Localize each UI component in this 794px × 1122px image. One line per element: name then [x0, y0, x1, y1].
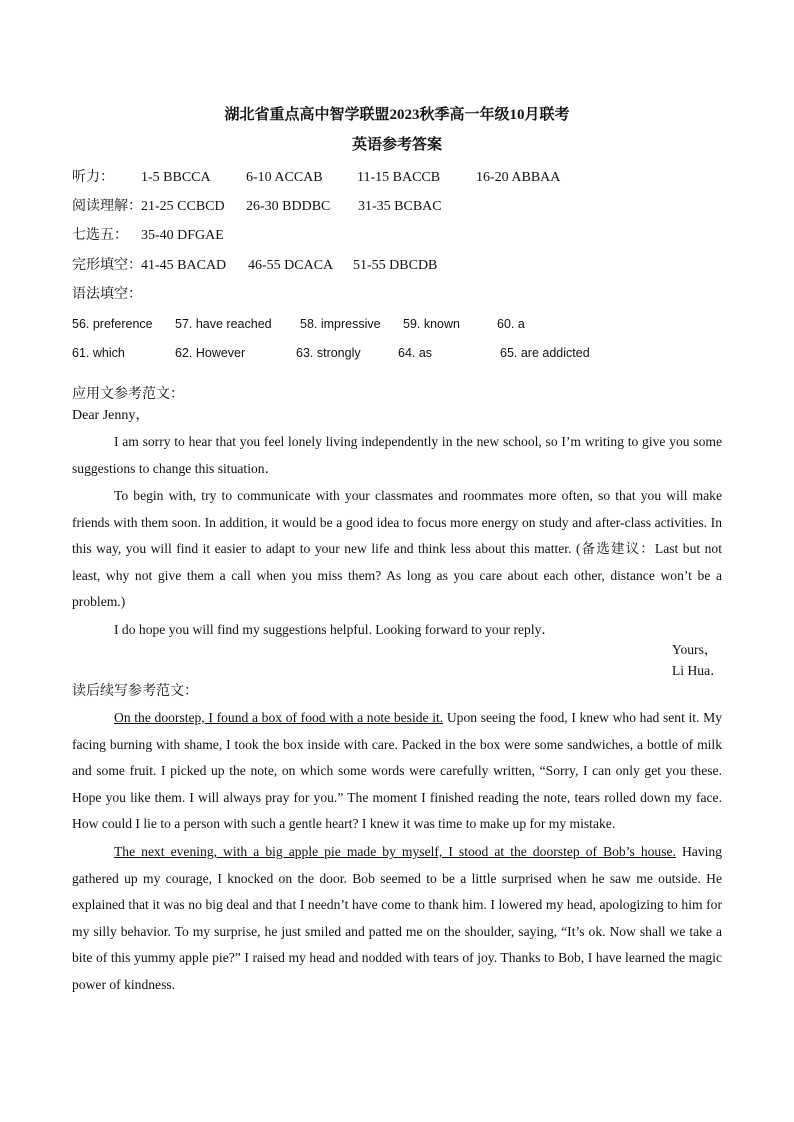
cloze-answers-row	[72, 256, 732, 276]
answer-group: 21-25 CCBCD	[141, 199, 225, 214]
answer-group: 1-5 BBCCA	[141, 170, 211, 185]
paragraph-body: Having gathered up my courage, I knocked on the door. Bob seemed to be a little surprised when he saw me outside. He explained that it was no big deal and that I needn’t have come to thank him. I lowered my head, apologizing to him for my silly behavior. To my surprise, he just smiled and patted me on the shoulder, saying, “It’s ok. Now shall we take a bite of this yummy apple pie?” I raised my head and nodded with tears of joy. Thanks to Bob, I have learned the magic power of kindness.	[72, 844, 722, 992]
grammar-answers-row-1	[72, 314, 732, 334]
grammar-answer: 61. which	[72, 346, 125, 360]
grammar-answer: 65. are addicted	[500, 346, 590, 360]
grammar-answer: 58. impressive	[300, 317, 381, 331]
answer-group: 51-55 DBCDB	[353, 258, 438, 273]
answer-group: 16-20 ABBAA	[476, 170, 561, 185]
letter-paragraph-1: I am sorry to hear that you feel lonely living independently in the new school, so I’m writing to give you some suggestions to change this situation．	[72, 434, 722, 476]
paragraph-opening-sentence: On the doorstep, I found a box of food with a note beside it.	[114, 710, 444, 725]
grammar-answer: 60. a	[497, 317, 525, 331]
letter-closing: Yours，	[672, 642, 718, 657]
seven-five-answers-row	[72, 226, 732, 246]
answer-group: 31-35 BCBAC	[358, 199, 442, 214]
grammar-answer: 63. strongly	[296, 346, 361, 360]
paragraph-opening-sentence: The next evening, with a big apple pie made by myself, I stood at the doorstep of Bob’s house.	[114, 844, 676, 859]
paragraph-body: Upon seeing the food, I knew who had sent it. My facing burning with shame, I took the box inside with care. Packed in the box were some sandwiches, a bottle of milk and some fruit. I picked up the note, on which some words were carefully written, “Sorry, I can only get you these. Hope you like them. I will always pray for you.” The moment I finished reading the note, tears rolled down my face. How could I lie to a person with such a gentle heart? I knew it was time to make up for my mistake.	[72, 710, 722, 832]
listening-answers-row	[72, 168, 732, 188]
continuation-paragraph-1	[72, 705, 722, 838]
page-subtitle: 英语参考答案	[351, 137, 442, 153]
grammar-label: 语法填空：	[72, 287, 142, 302]
letter-salutation: Dear Jenny，	[72, 408, 150, 423]
grammar-answer: 56. preference	[72, 317, 153, 331]
reading-answers-row	[72, 197, 732, 217]
grammar-answer: 64. as	[398, 346, 433, 360]
seven-five-label: 七选五：	[72, 228, 128, 243]
grammar-answer: 62. However	[175, 346, 246, 360]
answer-group: 11-15 BACCB	[357, 170, 441, 185]
answer-group: 26-30 BDDBC	[246, 199, 331, 214]
listening-label: 听力：	[72, 170, 114, 185]
cloze-label: 完形填空：	[72, 258, 142, 273]
letter-signature: Li Hua．	[672, 663, 724, 678]
answer-group: 6-10 ACCAB	[246, 170, 323, 185]
grammar-answer: 59. known	[403, 317, 460, 331]
answer-group: 46-55 DCACA	[248, 258, 334, 273]
grammar-answer: 57. have reached	[175, 317, 272, 331]
page-title: 湖北省重点高中智学联盟2023秋季高一年级10月联考	[224, 107, 570, 123]
reading-label: 阅读理解：	[72, 199, 142, 214]
continuation-label: 读后续写参考范文：	[72, 684, 198, 699]
continuation-paragraph-2	[72, 839, 722, 999]
answer-group: 35-40 DFGAE	[141, 228, 224, 243]
answer-group: 41-45 BACAD	[141, 258, 227, 273]
letter-label: 应用文参考范文：	[72, 387, 184, 402]
grammar-answers-row-2	[72, 343, 732, 363]
letter-paragraph-2: To begin with, try to communicate with your classmates and roommates more often, so that you will make friends with them soon. In addition, it would be a good idea to focus more energy on study and after-class activities. In this way, you will find it easier to adapt to your new life and think less about this matter. (备选建议：Last but not least, why not give them a call when you miss them? As long as you care about each other, distance won’t be a problem.)	[72, 488, 722, 610]
letter-paragraph-3: I do hope you will find my suggestions helpful. Looking forward to your reply．	[114, 622, 555, 637]
